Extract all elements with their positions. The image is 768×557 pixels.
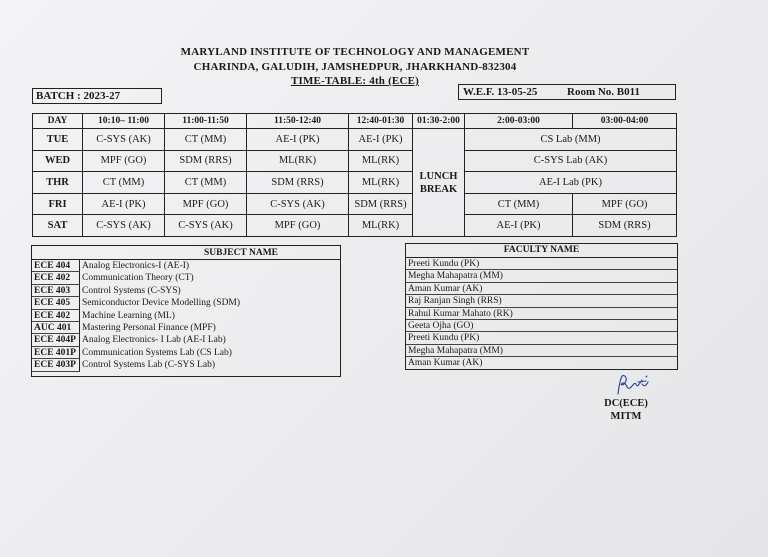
subject-code: ECE 404 [32,260,80,272]
day-cell: THR [33,172,83,194]
day-cell: SAT [33,215,83,237]
subject-code: ECE 404P [32,334,80,346]
subject-table-title: SUBJECT NAME [32,246,340,260]
subject-name: Analog Electronics-I (AE-I) [82,261,190,271]
subject-name: Control Systems (C-SYS) [82,285,181,296]
period-cell: ML(RK) [349,172,413,194]
subject-code: ECE 403 [32,285,80,297]
lunch-label: LUNCH [419,170,458,182]
period-cell: AE-I (PK) [83,193,165,215]
subject-name: Control Systems Lab (C-SYS Lab) [82,360,215,371]
break-label: BREAK [419,183,458,195]
subject-code: AUC 401 [32,322,80,334]
col-header: 12:40-01:30 [349,114,413,129]
period-cell: C-SYS (AK) [83,129,165,151]
list-item: Preeti Kundu (PK) [406,332,677,344]
lab-cell: AE-I Lab (PK) [465,172,677,194]
subject-name: Analog Electronics- I Lab (AE-I Lab) [82,335,226,346]
period-cell: MPF (GO) [165,193,247,215]
period-cell: AE-I (PK) [247,129,349,151]
subject-name: Machine Learning (ML) [82,310,175,321]
period-cell: SDM (RRS) [573,215,677,237]
period-cell: ML(RK) [349,215,413,237]
timetable-grid [32,113,677,237]
period-cell: CT (MM) [83,172,165,194]
period-cell: SDM (RRS) [247,172,349,194]
table-row [33,150,677,172]
period-cell: C-SYS (AK) [247,193,349,215]
list-item: Aman Kumar (AK) [406,283,677,295]
subject-name: Communication Systems Lab (CS Lab) [82,347,232,358]
list-item [32,285,340,297]
timetable-title: TIME-TABLE: 4th (ECE) [290,75,420,87]
faculty-table [405,243,678,370]
list-item [32,359,340,371]
subject-name: Communication Theory (CT) [82,273,194,284]
signatory-designation: DC(ECE) [604,398,648,409]
period-cell: CT (MM) [165,172,247,194]
lab-cell: C-SYS Lab (AK) [465,150,677,172]
col-header: 11:50-12:40 [247,114,349,129]
table-row [33,129,677,151]
table-row [33,172,677,194]
subject-code: ECE 401P [32,347,80,359]
col-header: DAY [33,114,83,129]
period-cell: ML(RK) [247,150,349,172]
list-item [32,334,340,346]
col-header: 2:00-03:00 [465,114,573,129]
subject-code: ECE 402 [32,272,80,284]
list-item: Preeti Kundu (PK) [406,258,677,270]
header-row [33,114,677,129]
col-header: 03:00-04:00 [573,114,677,129]
period-cell: MPF (GO) [573,193,677,215]
subject-name: Semiconductor Device Modelling (SDM) [82,298,241,309]
handwritten-signature [612,372,652,398]
subject-code: ECE 403P [32,359,80,371]
period-cell: AE-I (PK) [465,215,573,237]
table-row [33,193,677,215]
period-cell: CT (MM) [465,193,573,215]
subject-table [31,245,341,377]
period-cell: C-SYS (AK) [83,215,165,237]
col-header: 01:30-2:00 [413,114,465,129]
list-item [32,347,340,359]
signatory-institute: MITM [610,411,642,422]
lab-cell: CS Lab (MM) [465,129,677,151]
col-header: 10:10– 11:00 [83,114,165,129]
list-item: Megha Mahapatra (MM) [406,270,677,282]
day-cell: WED [33,150,83,172]
faculty-table-title: FACULTY NAME [406,244,677,258]
room-number: Room No. B011 [567,86,641,98]
period-cell: AE-I (PK) [349,129,413,151]
period-cell: MPF (GO) [247,215,349,237]
period-cell: MPF (GO) [83,150,165,172]
subject-code: ECE 402 [32,310,80,322]
period-cell: SDM (RRS) [165,150,247,172]
institute-name: MARYLAND INSTITUTE OF TECHNOLOGY AND MANAGEMENT [180,46,530,58]
lunch-break-cell [413,129,465,237]
list-item: Megha Mahapatra (MM) [406,345,677,357]
list-item [32,310,340,322]
period-cell: CT (MM) [165,129,247,151]
list-item [32,260,340,272]
list-item: Raj Ranjan Singh (RRS) [406,295,677,307]
list-item [32,297,340,309]
institute-address: CHARINDA, GALUDIH, JAMSHEDPUR, JHARKHAND-832304 [193,61,517,73]
list-item: Rahul Kumar Mahato (RK) [406,308,677,320]
period-cell: C-SYS (AK) [165,215,247,237]
list-item [32,272,340,284]
table-row [33,215,677,237]
col-header: 11:00-11:50 [165,114,247,129]
day-cell: TUE [33,129,83,151]
wef-room-box [458,84,676,100]
subject-code: ECE 405 [32,297,80,309]
list-item [32,322,340,334]
period-cell: ML(RK) [349,150,413,172]
batch-box: BATCH : 2023-27 [32,88,162,104]
wef-date: W.E.F. 13-05-25 [463,86,538,98]
day-cell: FRI [33,193,83,215]
period-cell: SDM (RRS) [349,193,413,215]
list-item: Geeta Ojha (GO) [406,320,677,332]
list-item: Aman Kumar (AK) [408,358,483,369]
subject-name: Mastering Personal Finance (MPF) [82,322,216,333]
